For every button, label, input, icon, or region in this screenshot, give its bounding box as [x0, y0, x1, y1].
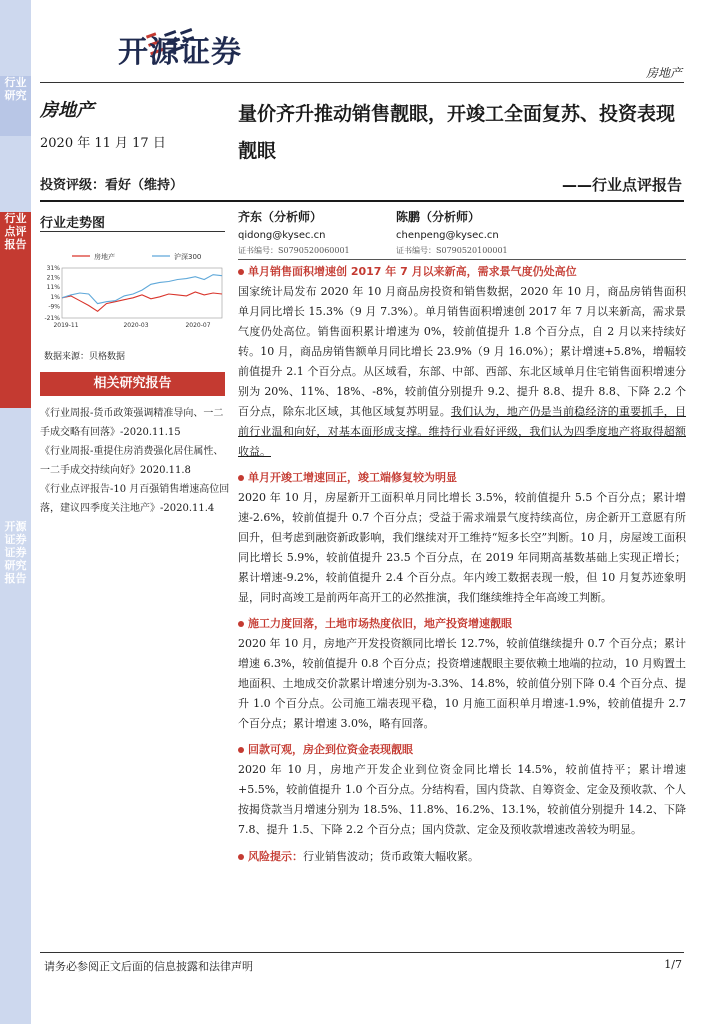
industry-trend-chart [40, 240, 226, 340]
report-subtitle: ——行业点评报告 [561, 176, 682, 194]
report-meta [40, 96, 225, 151]
sidebar-tag-report-type: 行业点评报告 [0, 212, 31, 408]
y-tick-label: 1% [50, 293, 60, 301]
trend-heading: 行业走势图 [40, 216, 106, 231]
section-paragraph: 国家统计局发布 2020 年 10 月商品房投资和销售数据，2020 年 10 月，商品房销售面积单月同比增长 15.3%（9 月 7.3%）。单月销售面积增速创 2017 年 7 月以来新高，需求景气度仍处高位。销售面积累计增速为 0%，较前值提升 1.8 个百分点，自 2 月以来持续好转。10 月，商品房销售额单月同比增长 23.9%（9 月 16.0%）；累计增速+5.8%，增幅较前值提升 2.1 个百分点。从区域看，东部、中部、西部、东北区域单月住宅销售面积增速分别为 20%、11%、18%、-8%，较前值分别提升 9.2、提升 8.8、提升 8.8、下降 2.2 个百分点，除东北区域，其他区域复苏明显。我们认为，地产仍是当前稳经济的重要抓手，目前行业温和向好，对基本面形成支撑。维持行业看好评级，我们认为四季度地产将取得超额收益。 [238, 285, 687, 458]
analyst-card [396, 208, 606, 256]
x-tick-label: 2020-03 [123, 322, 149, 329]
bullet-icon [238, 475, 244, 481]
title-divider [40, 200, 684, 202]
related-report-item[interactable]: 《行业周报-重提住房消费强化居住属性、一二手成交持续向好》2020.11.8 [40, 446, 224, 476]
trend-divider [40, 231, 225, 232]
report-title: 量价齐升推动销售靓眼，开竣工全面复苏、投资表现靓眼 [238, 103, 676, 162]
y-tick-label: 11% [46, 284, 60, 292]
footer-divider [40, 952, 684, 953]
sidebar-tag-industry-research: 行业研究 [0, 76, 31, 136]
x-tick-label: 2020-07 [185, 322, 211, 329]
header-divider [40, 82, 684, 83]
analyst-email[interactable]: qidong@kysec.cn [238, 230, 326, 241]
y-tick-label: 21% [46, 274, 60, 282]
series-line [62, 275, 222, 304]
related-report-item[interactable]: 《行业点评报告-10 月百强销售增速高位回落，建议四季度关注地产》-2020.11.4 [40, 484, 230, 514]
section-heading: 单月开竣工增速回正，竣工端修复较为明显 [238, 468, 686, 488]
left-sidebar [0, 0, 31, 1024]
section-paragraph: 2020 年 10 月，房屋新开工面积单月同比增长 3.5%，较前值提升 5.5 个百分点；累计增速-2.6%，较前值提升 0.7 个百分点；受益于需求端景气度持续高位，房企新开工意愿有所回升，但考虑到融资新政影响，我们继续对开工维持“短多长空”判断。10 月，房屋竣工面积同比增长 5.9%，较前值提升 23.5 个百分点，在 2019 年同期高基数基础上实现正增长；累计增速-9.2%，较前值提升 2.4 个百分点。年内竣工数据表现一般，但 10 月复苏迹象明显，同时高竣工是前两年高开工的必然推演，我们继续维持全年高竣工判断。 [238, 491, 686, 604]
section-heading: 施工力度回落，土地市场热度依旧，地产投资增速靓眼 [238, 614, 686, 634]
related-report-item[interactable]: 《行业周报-货币政策强调精准导向、一二手成交略有回落》-2020.11.15 [40, 408, 224, 438]
brand-name: 开源证券 [118, 35, 242, 70]
sidebar-tag-company: 开源证券证券研究报告 [0, 520, 31, 640]
chart-source: 数据来源：贝格数据 [44, 352, 126, 362]
legend-label: 沪深300 [174, 253, 202, 261]
section-heading: 回款可观，房企到位资金表现靓眼 [238, 740, 686, 760]
y-tick-label: -9% [48, 303, 60, 311]
related-reports-heading: 相关研究报告 [40, 372, 225, 396]
section-paragraph: 2020 年 10 月，房地产开发企业到位资金同比增长 14.5%，较前值持平；累计增速+5.5%，较前值提升 1.0 个百分点。分结构看，国内贷款、自筹资金、定金及预收款、个人按揭贷款当月增速分别为 18.5%、11.8%、16.2%、13.1%，较前值分别提升 14.2、下降 7.8、提升 1.5、下降 2.2 个百分点；国内贷款、定金及预收款增速改善较为明显。 [238, 763, 686, 836]
bullet-icon [238, 854, 244, 860]
series-line [62, 292, 222, 311]
risk-label: 风险提示： [248, 850, 303, 863]
analyst-email[interactable]: chenpeng@kysec.cn [396, 230, 499, 241]
industry-name: 房地产 [40, 100, 94, 121]
section-paragraph: 2020 年 10 月，房地产开发投资额同比增长 12.7%，较前值继续提升 0.7 个百分点；累计增速 6.3%，较前值提升 0.8 个百分点；投资增速靓眼主要依赖土地端的拉动，10 月购置土地面积、土地成交价款累计增速分别为-3.3%、14.8%，较前值分别下降 0.4 个百分点、提升 1.0 个百分点。公司施工端表现平稳，10 月施工面积单月增速-1.9%，较前值提升 2.7 个百分点；累计增速 3.0%，略有回落。 [238, 637, 686, 730]
x-tick-label: 2019-11 [53, 322, 79, 329]
related-reports-list [40, 404, 230, 518]
report-date: 2020 年 11 月 17 日 [40, 136, 166, 151]
analyst-divider [238, 259, 686, 260]
y-tick-label: 31% [46, 265, 60, 272]
header-sector-tag: 房地产 [645, 66, 682, 80]
report-body [238, 262, 686, 864]
analyst-name: 陈鹏（分析师） [396, 210, 481, 224]
analyst-cert: 证书编号：S0790520100001 [396, 246, 508, 255]
investment-rating: 投资评级：看好（维持） [40, 178, 184, 193]
risk-warning [238, 848, 686, 864]
analyst-name: 齐东（分析师） [238, 210, 323, 224]
bullet-icon [238, 747, 244, 753]
bullet-icon [238, 621, 244, 627]
y-tick-label: -21% [44, 315, 60, 322]
risk-text: 行业销售波动；货币政策大幅收紧。 [303, 850, 479, 863]
page-number: 1/7 [664, 958, 682, 971]
key-conclusion: 我们认为，地产仍是当前稳经济的重要抓手，目前行业温和向好，对基本面形成支撑。维持行业看好评级，我们认为四季度地产将取得超额收益。 [238, 405, 687, 458]
footer-disclaimer[interactable]: 请务必参阅正文后面的信息披露和法律声明 [44, 960, 253, 973]
legend-label: 房地产 [94, 253, 115, 261]
analyst-cert: 证书编号：S0790520060001 [238, 246, 350, 255]
bullet-icon [238, 269, 244, 275]
section-heading: 单月销售面积增速创 2017 年 7 月以来新高，需求景气度仍处高位 [238, 262, 686, 282]
